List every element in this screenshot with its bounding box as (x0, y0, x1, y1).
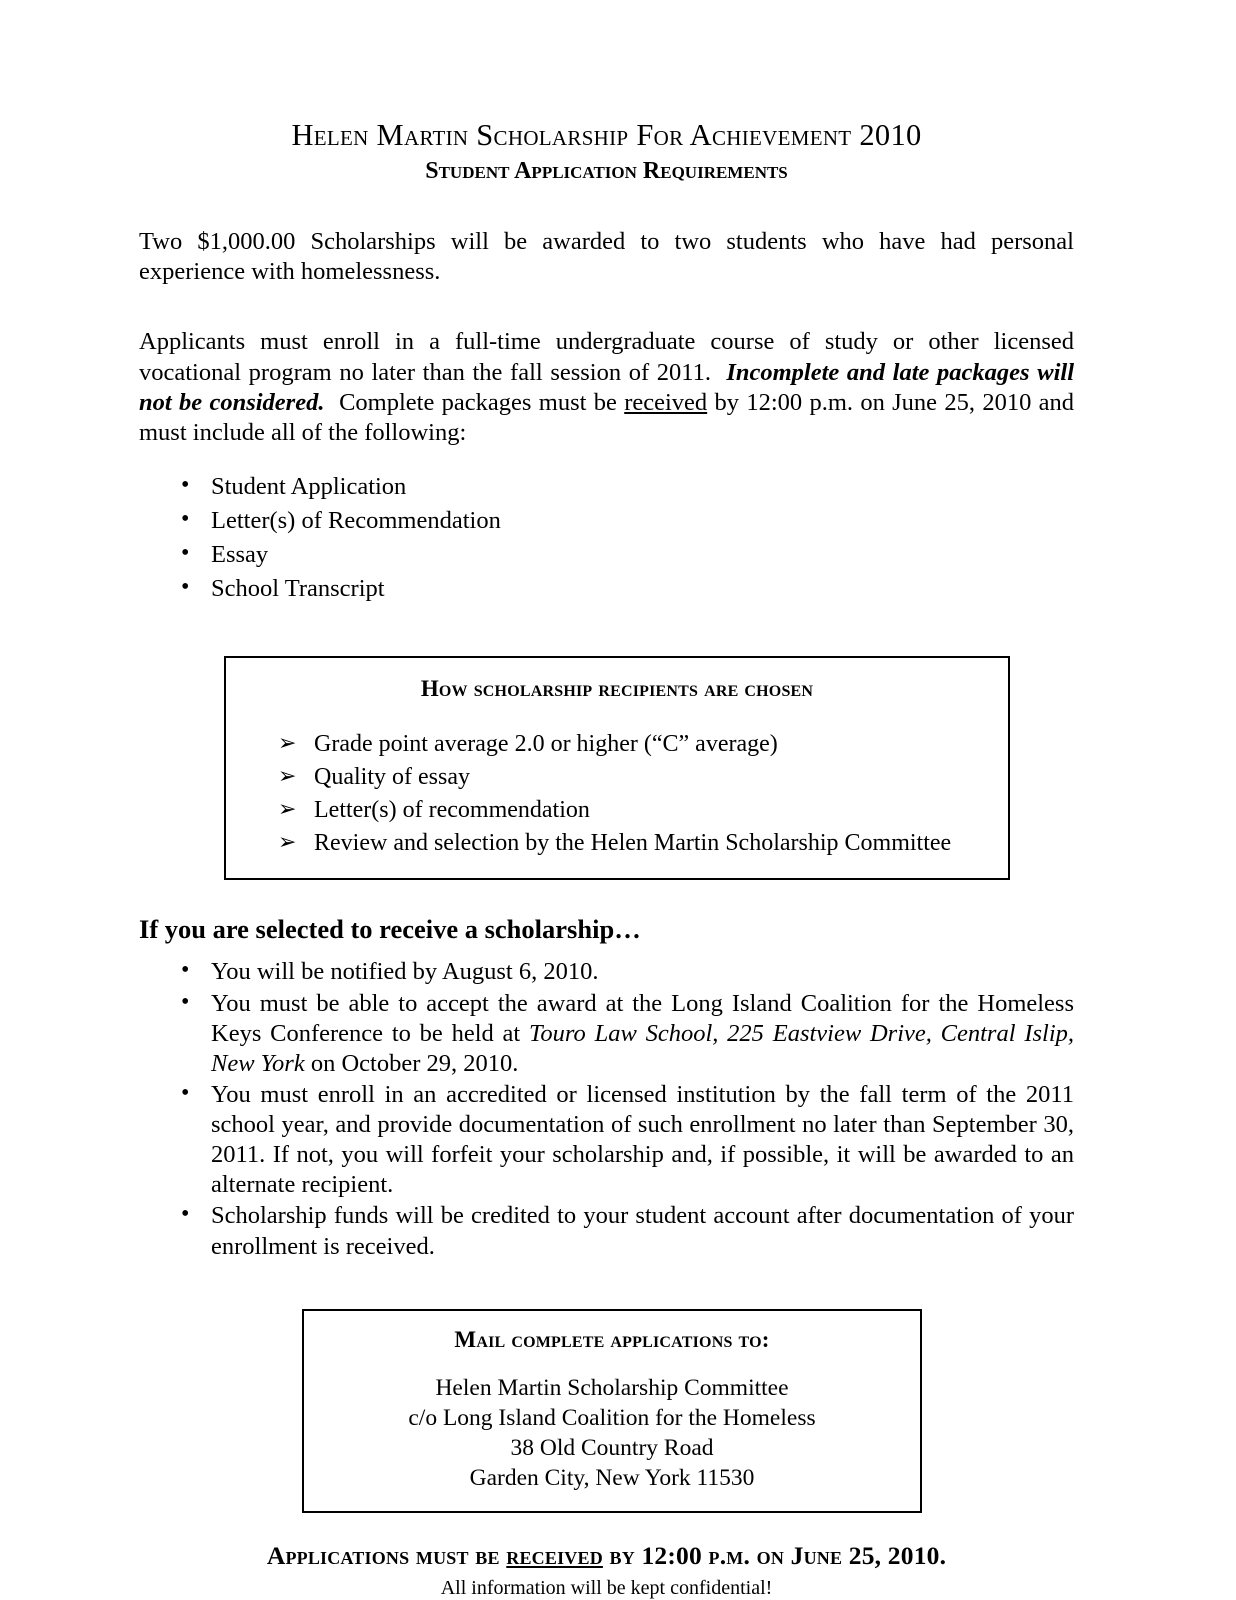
selected-section-heading: If you are selected to receive a scholarship… (139, 913, 641, 944)
bullet-icon: • (181, 540, 190, 567)
paragraph2-text-a: Applicants must enroll in a full-time undergraduate course of study or other licensed vocational program no later than the fall session of 2011. (139, 328, 1074, 386)
bullet-icon: • (181, 957, 190, 984)
list-item (139, 472, 1074, 502)
list-item (139, 957, 1074, 987)
list-item (139, 989, 1074, 1079)
how-chosen-box-title: How scholarship recipients are chosen (420, 676, 814, 702)
how-chosen-box (224, 656, 1010, 879)
list-item-label: Grade point average 2.0 or higher (“C” average) (314, 731, 778, 758)
list-item-label: Letter(s) of recommendation (314, 797, 590, 824)
page-subtitle: Student Application Requirements (425, 157, 788, 184)
mailing-address-line: Helen Martin Scholarship Committee (435, 1374, 789, 1401)
spacer (139, 608, 1074, 656)
arrow-bullet-icon: ➢ (278, 828, 297, 854)
list-item (226, 829, 1008, 858)
title-block (139, 118, 1074, 187)
deadline-footer (139, 1541, 1074, 1571)
arrow-bullet-icon: ➢ (278, 730, 297, 756)
list-item (226, 763, 1008, 792)
list-item-label: You will be notified by August 6, 2010. (211, 958, 599, 986)
mailing-address-line: c/o Long Island Coalition for the Homeless (408, 1404, 816, 1431)
list-item-text-a: You must be able to accept the award at the Long Island Coalition for the Homeless Keys Conference to be held at (211, 989, 1074, 1047)
mailing-address-line: Garden City, New York 11530 (469, 1464, 755, 1491)
list-item-text-b: on October 29, 2010. (310, 1049, 519, 1077)
spacer (139, 187, 1074, 227)
mailing-address-line: 38 Old Country Road (510, 1434, 714, 1461)
mailing-address-title: Mail complete applications to: (454, 1326, 770, 1352)
list-item-label: Essay (211, 541, 269, 569)
arrow-bullet-icon: ➢ (278, 763, 297, 789)
confidentiality-note: All information will be kept confidential! (440, 1576, 773, 1599)
spacer (139, 1263, 1074, 1309)
list-item (139, 574, 1074, 604)
page-title: Helen Martin Scholarship For Achievement 2010 (291, 118, 922, 152)
spacer (139, 1513, 1074, 1541)
list-item (139, 506, 1074, 536)
spacer (139, 287, 1074, 327)
intro-paragraph-1: Two $1,000.00 Scholarships will be awarded to two students who have had personal experience with homelessness. (139, 228, 1074, 286)
list-item-label: Student Application (211, 472, 407, 500)
mailing-address-box (302, 1309, 922, 1513)
paragraph2-emphasis: Incomplete and late packages will not be considered. (139, 358, 1074, 416)
how-chosen-criteria-list (226, 730, 1008, 857)
list-item (226, 796, 1008, 825)
list-item-venue-italic: Touro Law School, 225 Eastview Drive, Central Islip, New York (211, 1019, 1074, 1077)
bullet-icon: • (181, 506, 190, 533)
bullet-icon: • (181, 988, 190, 1015)
deadline-text-a: Applications must be (266, 1540, 500, 1570)
deadline-underlined-received: received (506, 1540, 603, 1570)
spacer (139, 880, 1074, 914)
selected-section-list (139, 957, 1074, 1261)
bullet-icon: • (181, 471, 190, 498)
list-item-label: You must enroll in an accredited or licensed institution by the fall term of the 2011 school year, and provide documentation of such enrollment no later than September 30, 2011. If not, you will forfeit your scholarship and, if possible, it will be awarded to an alternate recipient. (211, 1080, 1074, 1199)
bullet-icon: • (181, 1201, 190, 1228)
list-item (139, 1080, 1074, 1201)
intro-paragraph-2 (139, 327, 1074, 448)
list-item-label: Scholarship funds will be credited to your student account after documentation of your enrollment is received. (211, 1202, 1074, 1260)
paragraph2-text-c: by 12:00 p.m. on June 25, 2010 and must include all of the following: (139, 388, 1075, 446)
paragraph2-text-b: Complete packages must be (339, 388, 617, 416)
paragraph2-underlined-received: received (624, 388, 708, 416)
arrow-bullet-icon: ➢ (278, 796, 297, 822)
list-item-label: Review and selection by the Helen Martin Scholarship Committee (314, 829, 952, 856)
list-item (139, 1201, 1074, 1261)
list-item (139, 540, 1074, 570)
document-content (139, 118, 1074, 1600)
list-item-label: Quality of essay (314, 764, 470, 791)
bullet-icon: • (181, 574, 190, 601)
spacer (139, 945, 1074, 957)
list-item-label: School Transcript (211, 575, 385, 603)
bullet-icon: • (181, 1079, 190, 1106)
list-item-label: Letter(s) of Recommendation (211, 507, 501, 535)
requirements-list (139, 472, 1074, 605)
deadline-text-b: by 12:00 p.m. on June 25, 2010. (609, 1540, 947, 1570)
spacer (139, 448, 1074, 472)
list-item (226, 730, 1008, 759)
